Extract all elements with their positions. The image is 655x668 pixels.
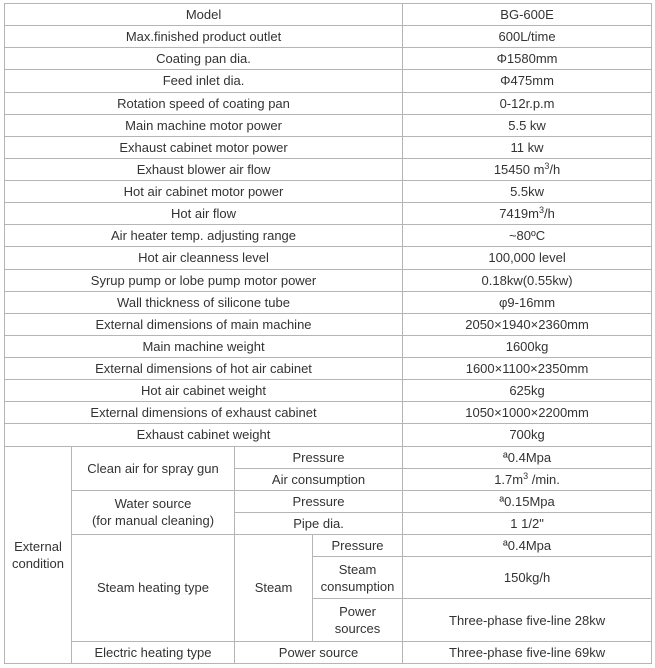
electric-heating-row [5,641,652,663]
spec-label: Hot air cabinet motor power [5,181,403,203]
spec-value: 1050×1000×2200mm [403,402,652,424]
spec-value: ~80ºC [403,225,652,247]
steam-consumption-value: 150kg/h [403,557,652,599]
spec-row [5,291,652,313]
spec-row [5,203,652,225]
spec-row [5,247,652,269]
spec-label: Hot air flow [5,203,403,225]
spec-row [5,424,652,446]
spec-row [5,225,652,247]
spec-row [5,136,652,158]
spec-row [5,181,652,203]
spec-label: Rotation speed of coating pan [5,92,403,114]
clean-air-pressure-row [5,446,652,468]
clean-air-pressure-label: Pressure [235,446,403,468]
spec-value: 700kg [403,424,652,446]
spec-row [5,114,652,136]
spec-row [5,402,652,424]
spec-row [5,335,652,357]
steam-pressure-row [5,535,652,557]
spec-value: 625kg [403,380,652,402]
spec-value: Φ1580mm [403,48,652,70]
spec-value: 15450 $m^3/h$ [403,158,652,180]
spec-label: External dimensions of exhaust cabinet [5,402,403,424]
spec-row [5,70,652,92]
spec-row [5,26,652,48]
spec-row [5,158,652,180]
spec-label: Wall thickness of silicone tube [5,291,403,313]
spec-label: Hot air cabinet weight [5,380,403,402]
electric-power-label: Power source [235,641,403,663]
water-source-label: Water source (for manual cleaning) [72,490,235,534]
clean-air-pressure-value: ª0.4Mpa [403,446,652,468]
spec-label: Air heater temp. adjusting range [5,225,403,247]
spec-label: Exhaust cabinet motor power [5,136,403,158]
steam-power-value: Three-phase five-line 28kw [403,599,652,641]
clean-air-label: Clean air for spray gun [72,446,235,490]
steam-power-label: Power sources [313,599,403,641]
spec-row [5,380,652,402]
spec-label: Exhaust cabinet weight [5,424,403,446]
water-pipe-label: Pipe dia. [235,512,403,534]
spec-label: Model [5,4,403,26]
spec-label: Syrup pump or lobe pump motor power [5,269,403,291]
water-pressure-label: Pressure [235,490,403,512]
spec-label: Exhaust blower air flow [5,158,403,180]
spec-label: Feed inlet dia. [5,70,403,92]
spec-row [5,269,652,291]
spec-row [5,48,652,70]
water-pipe-value: 1 1/2" [403,512,652,534]
water-pressure-value: ª0.15Mpa [403,490,652,512]
steam-pressure-value: ª0.4Mpa [403,535,652,557]
steam-heating-label: Steam heating type [72,535,235,642]
spec-value: $7419m^3/h$ [403,203,652,225]
spec-row [5,92,652,114]
spec-value: 5.5kw [403,181,652,203]
steam-pressure-label: Pressure [313,535,403,557]
spec-value: 600L/time [403,26,652,48]
clean-air-consumption-label: Air consumption [235,468,403,490]
spec-row [5,4,652,26]
spec-label: Max.finished product outlet [5,26,403,48]
clean-air-consumption-value: $1.7m^3$ /min. [403,468,652,490]
spec-row [5,358,652,380]
spec-value: Φ475mm [403,70,652,92]
electric-heating-label: Electric heating type [72,641,235,663]
spec-row [5,313,652,335]
spec-label: Coating pan dia. [5,48,403,70]
electric-power-value: Three-phase five-line 69kw [403,641,652,663]
steam-label: Steam [235,535,313,642]
water-pressure-row [5,490,652,512]
spec-value: φ9-16mm [403,291,652,313]
steam-consumption-label: Steam consumption [313,557,403,599]
spec-value: BG-600E [403,4,652,26]
spec-label: External dimensions of hot air cabinet [5,358,403,380]
spec-value: 1600×1100×2350mm [403,358,652,380]
spec-label: Main machine motor power [5,114,403,136]
spec-label: Hot air cleanness level [5,247,403,269]
spec-label: External dimensions of main machine [5,313,403,335]
spec-value: 0.18kw(0.55kw) [403,269,652,291]
spec-value: 11 kw [403,136,652,158]
spec-value: 0-12r.p.m [403,92,652,114]
spec-label: Main machine weight [5,335,403,357]
external-condition-label: External condition [5,446,72,664]
spec-value: 100,000 level [403,247,652,269]
spec-value: 5.5 kw [403,114,652,136]
spec-value: 2050×1940×2360mm [403,313,652,335]
spec-table [4,3,652,664]
spec-value: 1600kg [403,335,652,357]
